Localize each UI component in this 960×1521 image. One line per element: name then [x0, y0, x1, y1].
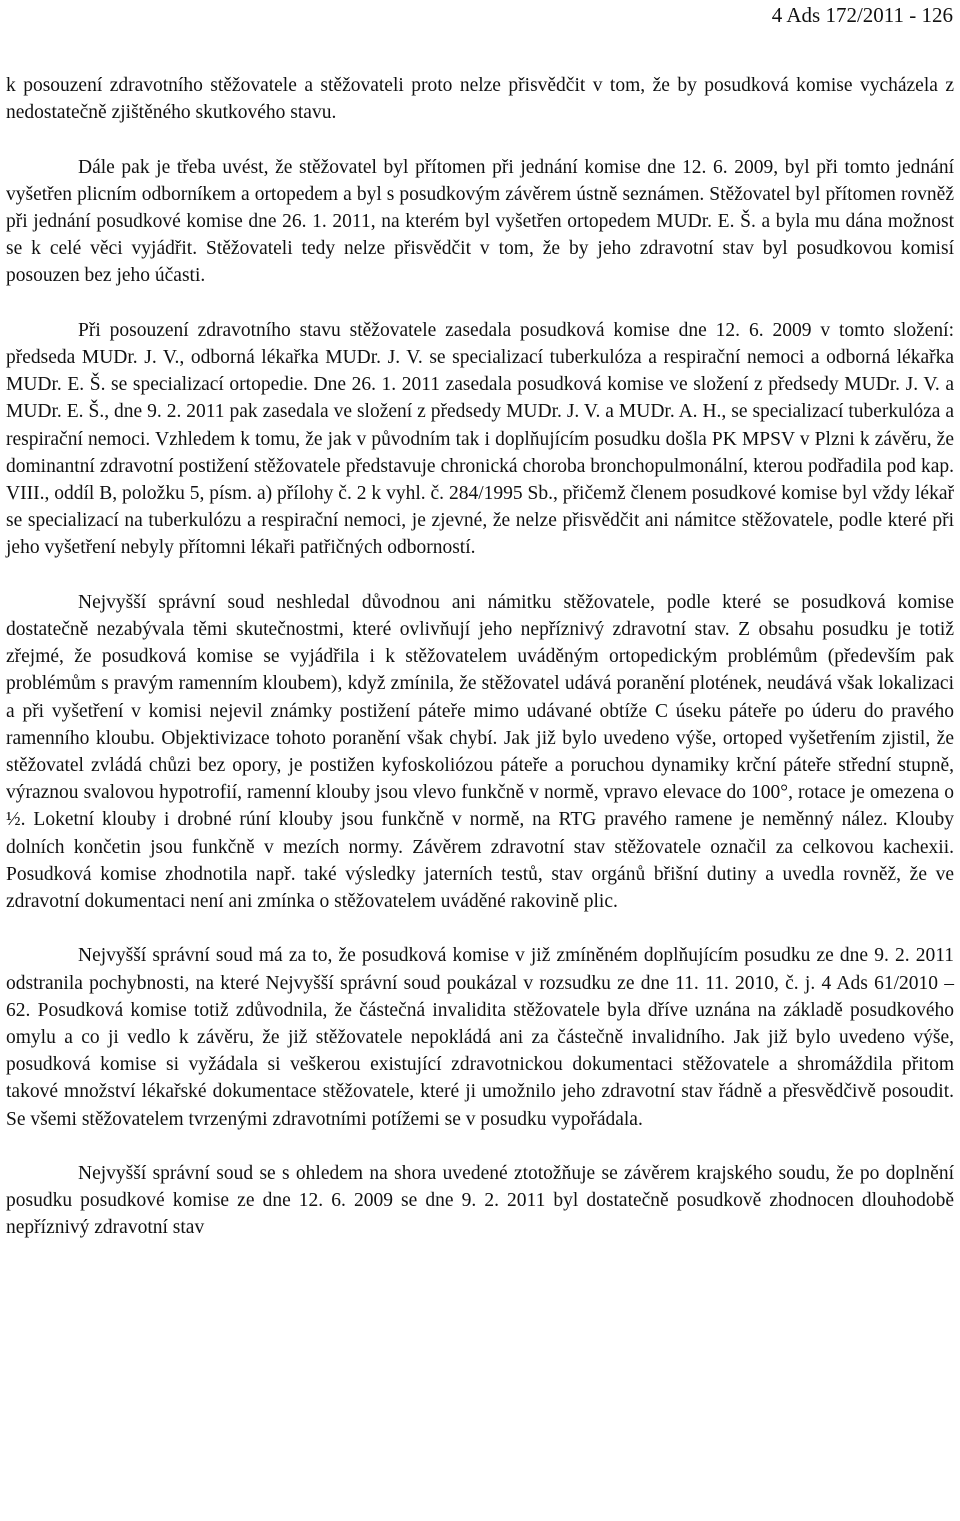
paragraph-presence-at-hearing: Dále pak je třeba uvést, že stěžovatel byl přítomen při jednání komise dne 12. 6. 2009, byl při tomto jednání vyšetřen plicním odborníkem a ortopedem a byl s posudkovým závěrem ústně seznámen. Stěžovatel byl přítomen rovněž při jednání posudkové komise dne 26. 1. 2011, na kterém byl vyšetřen ortopedem MUDr. E. Š. a byla mu dána možnost se k celé věci vyjádřit. Stěžovateli tedy nelze přisvědčit v tom, že by jeho zdravotní stav byl posudkovou komisí posouzen bez jeho účasti.: [6, 156, 954, 287]
paragraph-court-conclusion: Nejvyšší správní soud se s ohledem na shora uvedené ztotožňuje se závěrem krajského soudu, že po doplnění posudku posudkové komise ze dne 12. 6. 2009 se dne 9. 2. 2011 byl dostatečně posudkově zhodnocen dlouhodobě nepříznivý zdravotní stav: [6, 1163, 954, 1239]
case-number-header: 4 Ads 172/2011 - 126: [771, 3, 953, 27]
paragraph-commission-composition: Při posouzení zdravotního stavu stěžovatele zasedala posudková komise dne 12. 6. 2009 v tomto složení: předseda MUDr. J. V., odborná lékařka MUDr. J. V. se specializací tuberkulóza a respirační nemoci a odborná lékařka MUDr. E. Š. se specializací ortopedie. Dne 26. 1. 2011 zasedala posudková komise ve složení z předsedy MUDr. J. V. a MUDr. E. Š., dne 9. 2. 2011 pak zasedala ve složení z předsedy MUDr. J. V. a MUDr. A. H., se specializací tuberkulóza a respirační nemoci. Vzhledem k tomu, že jak v původním tak i doplňujícím posudku došla PK MPSV v Plzni k závěru, že dominantní zdravotní postižení stěžovatele představuje chronická choroba bronchopulmonální, kterou podřadila pod kap. VIII., oddíl B, položku 5, písm. a) přílohy č. 2 k vyhl. č. 284/1995 Sb., přičemž členem posudkové komise byl vždy lékař se specializací na tuberkulózu a respirační nemoci, je zjevné, že nelze přisvědčit ani námitce stěžovatele, podle které při jeho vyšetření nebyly přítomni lékaři patřičných odborností.: [6, 319, 954, 559]
paragraph-orthopedic-assessment: Nejvyšší správní soud neshledal důvodnou ani námitku stěžovatele, podle které se posudková komise dostatečně nezabývala těmi skutečnostmi, které ovlivňují jeho nepříznivý zdravotní stav. Z obsahu posudku je totiž zřejmé, že posudková komise se vyjádřila i k stěžovatelem uváděným ortopedickým problémům (především pak problémům s pravým ramenním kloubem), když zmínila, že stěžovatel udává poranění plotének, neudává však lokalizaci a při vyšetření v komisi nejevil známky postižení páteře mimo udávané obtíže C úseku páteře po úderu do pravého ramenního kloubu. Objektivizace tohoto poranění však chybí. Jak již bylo uvedeno výše, ortoped vyšetřením zjistil, že stěžovatel zvládá chůzi bez opory, je postižen kyfoskoliózou páteře a poruchou dynamiky krční páteře střední stupně, výraznou svalovou hypotrofií, ramenní klouby jsou vlevo funkčně v normě, vpravo elevace do 100°, rotace je omezena o ½. Loketní klouby i drobné rúní klouby jsou funkčně v normě, na RTG pravého ramene je neměnný nález. Klouby dolních končetin jsou funkčně v mezích normy. Závěrem zdravotní stav stěžovatele označil za celkovou kachexii. Posudková komise zhodnotila např. také výsledky jaterních testů, stav orgánů břišní dutiny a uvedla rovněž, že ve zdravotní dokumentaci není ani zmínka o stěžovatelem uváděné rakovině plic.: [6, 591, 954, 913]
document-body: [6, 72, 954, 1269]
paragraph-supplementary-opinion: Nejvyšší správní soud má za to, že posudková komise v již zmíněném doplňujícím posudku ze dne 9. 2. 2011 odstranila pochybnosti, na které Nejvyšší správní soud poukázal v rozsudku ze dne 11. 11. 2010, č. j. 4 Ads 61/2010 – 62. Posudková komise totiž zdůvodnila, že částečná invalidita stěžovatele byla dříve uznána na základě posudkového omylu a co ji vedlo k závěru, že již stěžovatele nepokládá ani za částečně invalidního. Jak již bylo uvedeno výše, posudková komise si vyžádala si veškerou existující zdravotnickou dokumentaci stěžovatele a shromáždila přitom takové množství lékařské dokumentace stěžovatele, které ji umožnilo jeho zdravotní stav řádně a přesvědčivě posoudit. Se všemi stěžovatelem tvrzenými zdravotními potížemi se v posudku vypořádala.: [6, 945, 954, 1130]
paragraph-continuation: k posouzení zdravotního stěžovatele a stěžovateli proto nelze přisvědčit v tom, že by posudková komise vycházela z nedostatečně zjištěného skutkového stavu.: [6, 75, 954, 124]
